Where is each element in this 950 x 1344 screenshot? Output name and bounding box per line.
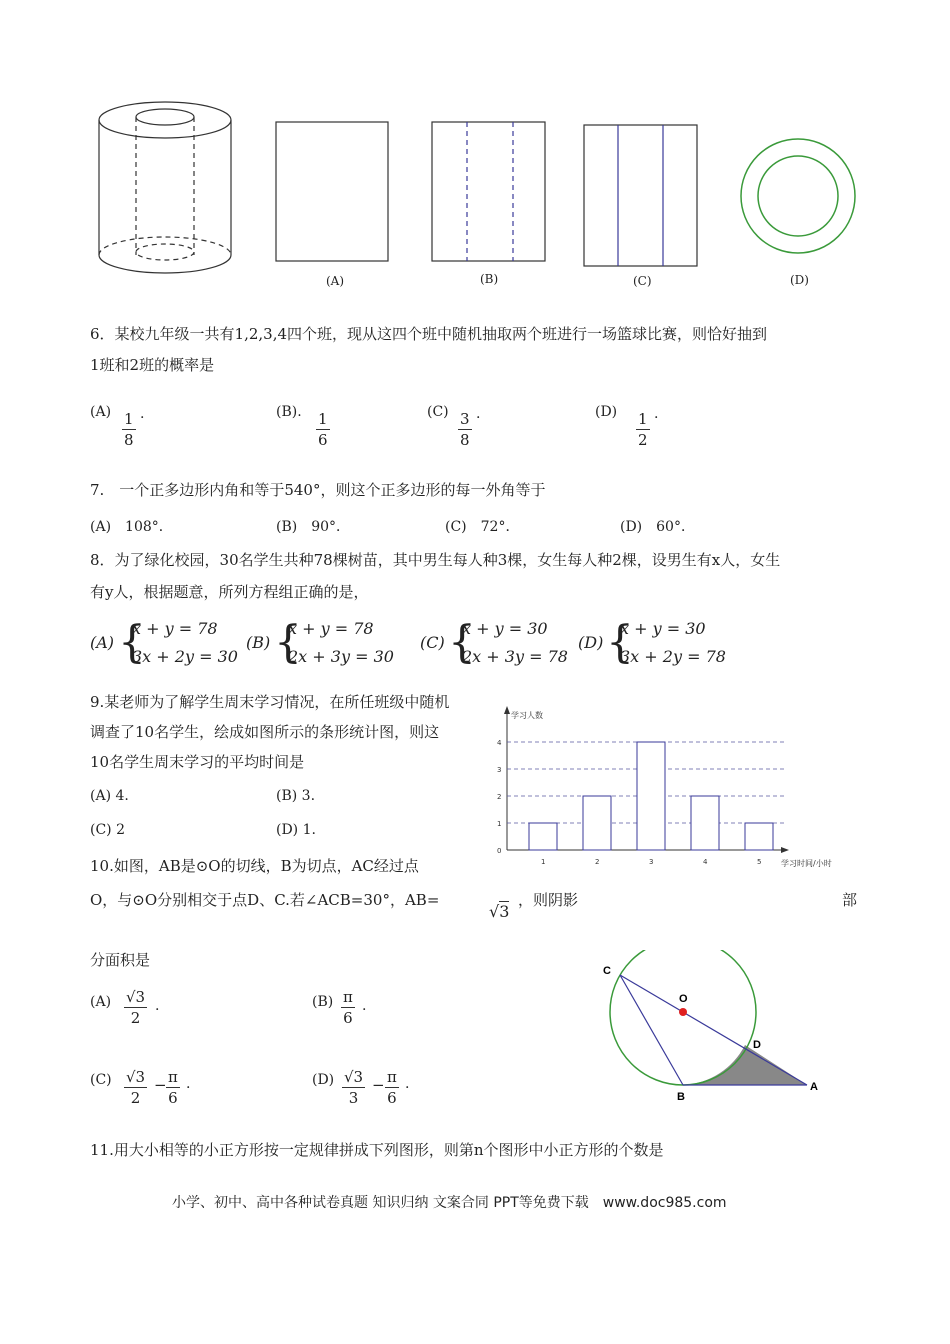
x-axis-label: 学习时间/小时 (781, 859, 832, 868)
option-b-rect-dashed (432, 122, 545, 261)
bar (691, 796, 719, 850)
q8-option-c: (C) { x + y = 30 2x + 3y = 78 (420, 617, 568, 668)
q10-option-c-frac2: π 6 (168, 1068, 178, 1107)
hollow-cylinder (99, 102, 231, 273)
q10-option-a-label: (A) (90, 994, 112, 1010)
bar-chart (485, 700, 845, 880)
fig-label-a: (A) (326, 274, 345, 288)
bar (583, 796, 611, 850)
q10-option-b-frac: π 6 (343, 988, 353, 1027)
q6-option-b-label: (B). (276, 404, 302, 420)
q10-option-b-tail: . (362, 998, 367, 1014)
q6-option-b-frac: 1 6 (318, 410, 328, 449)
bar (529, 823, 557, 850)
circle-o (610, 950, 756, 1085)
q10-line2c: 部 (842, 891, 858, 909)
q6-option-d-frac: 1 2 (638, 410, 648, 449)
q6-option-a-tail: . (140, 406, 145, 422)
q6-line1: 6．某校九年级一共有1,2,3,4四个班，现从这四个班中随机抽取两个班进行一场篮球比赛，则恰好抽到 (90, 325, 768, 343)
cylinder-figures (90, 95, 870, 295)
x-tick-label: 2 (595, 858, 600, 866)
fig-label-b: (B) (480, 272, 499, 286)
x-tick-label: 5 (757, 858, 762, 866)
x-tick-label: 4 (703, 858, 708, 866)
q10-ab-sqrt: √3 (489, 902, 510, 921)
q10-line2b: ，则阴影 (518, 891, 579, 909)
q7-option-a: (A) 108°． (90, 519, 173, 535)
circle-tangent-figure (595, 950, 835, 1110)
q10-option-d-frac2: π 6 (387, 1068, 397, 1107)
bar (745, 823, 773, 850)
q10-option-c-minus: − (154, 1076, 167, 1094)
q10-option-c-tail: . (186, 1076, 191, 1092)
fig-label-d: (D) (790, 273, 809, 287)
q10-option-d-label: (D) (312, 1072, 335, 1088)
x-tick-label: 3 (649, 858, 654, 866)
q8-line1: 8．为了绿化校园，30名学生共种78棵树苗，其中男生每人种3棵，女生每人种2棵，设男生有x人，女生 (90, 551, 781, 569)
q6-option-a-frac: 1 8 (124, 410, 134, 449)
q10-option-d-minus: − (372, 1076, 385, 1094)
q9-option-b: (B) 3. (276, 788, 316, 804)
point-c-label: C (603, 965, 611, 977)
q11-text: 11.用大小相等的小正方形按一定规律拼成下列图形，则第n个图形中小正方形的个数是 (90, 1141, 664, 1159)
q9-line3: 10名学生周末学习的平均时间是 (90, 753, 305, 771)
q7-text: 7. 一个正多边形内角和等于540°，则这个正多边形的每一外角等于 (90, 481, 546, 499)
q6-option-c-label: (C) (427, 404, 449, 420)
bar (637, 742, 665, 850)
q6-option-c-tail: . (476, 406, 481, 422)
q10-option-a-tail: . (155, 998, 160, 1014)
q7-option-c: (C) 72°． (445, 519, 520, 535)
point-d-label: D (753, 1039, 761, 1051)
y-axis-arrow (504, 706, 510, 714)
q9-option-c: (C) 2 (90, 822, 125, 838)
q10-line3: 分面积是 (90, 951, 151, 969)
segment-cb (620, 975, 683, 1085)
x-axis-arrow (781, 847, 789, 853)
q10-option-b-label: (B) (312, 994, 334, 1010)
y-tick-label: 4 (497, 739, 502, 747)
q8-option-d: (D) { x + y = 30 3x + 2y = 78 (578, 617, 726, 668)
y-tick-label: 2 (497, 793, 502, 801)
option-a-square (276, 122, 388, 261)
q8-option-b: (B) { x + y = 78 2x + 3y = 30 (246, 617, 394, 668)
option-d-rings (741, 139, 855, 253)
q8-line2: 有y人，根据题意，所列方程组正确的是， (90, 583, 369, 601)
q10-option-c-label: (C) (90, 1072, 112, 1088)
q6-option-c-frac: 3 8 (460, 410, 470, 449)
page-footer: 小学、初中、高中各种试卷真题 知识归纳 文案合同 PPT等免费下载 www.doc985.com (172, 1195, 727, 1211)
q10-line2a: O，与⊙O分别相交于点D、C.若∠ACB=30°，AB= (90, 891, 440, 909)
y-axis-label: 学习人数 (511, 711, 543, 720)
x-tick-label: 1 (541, 858, 546, 866)
point-b-label: B (677, 1091, 685, 1103)
q10-line1: 10.如图，AB是⊙O的切线，B为切点，AC经过点 (90, 857, 419, 875)
q10-option-a-frac: √3 2 (126, 988, 146, 1027)
q6-option-d-tail: . (654, 406, 659, 422)
q7-option-d: (D) 60°． (620, 519, 695, 535)
option-c-rect-solid (584, 125, 697, 266)
q8-option-a: (A) { x + y = 78 3x + 2y = 30 (90, 617, 238, 668)
q9-option-a: (A) 4. (90, 788, 129, 804)
q7-option-b: (B) 90°． (276, 519, 351, 535)
q6-option-a-label: (A) (90, 404, 112, 420)
fig-label-c: (C) (633, 274, 652, 288)
segment-ca (620, 975, 807, 1085)
y-tick-label: 3 (497, 766, 502, 774)
point-o-label: O (679, 993, 688, 1005)
point-a-label: A (810, 1081, 818, 1093)
q9-line1: 9.某老师为了解学生周末学习情况，在所任班级中随机 (90, 693, 450, 711)
center-dot (679, 1008, 687, 1016)
y-tick-label: 1 (497, 820, 502, 828)
q10-option-d-frac1: √3 3 (344, 1068, 364, 1107)
q9-option-d: (D) 1. (276, 822, 316, 838)
q6-option-d-label: (D) (595, 404, 618, 420)
q10-option-c-frac1: √3 2 (126, 1068, 146, 1107)
q10-option-d-tail: . (405, 1076, 410, 1092)
y-tick-label: 0 (497, 847, 502, 855)
q9-line2: 调查了10名学生，绘成如图所示的条形统计图，则这 (90, 723, 440, 741)
q6-line2: 1班和2班的概率是 (90, 356, 215, 374)
